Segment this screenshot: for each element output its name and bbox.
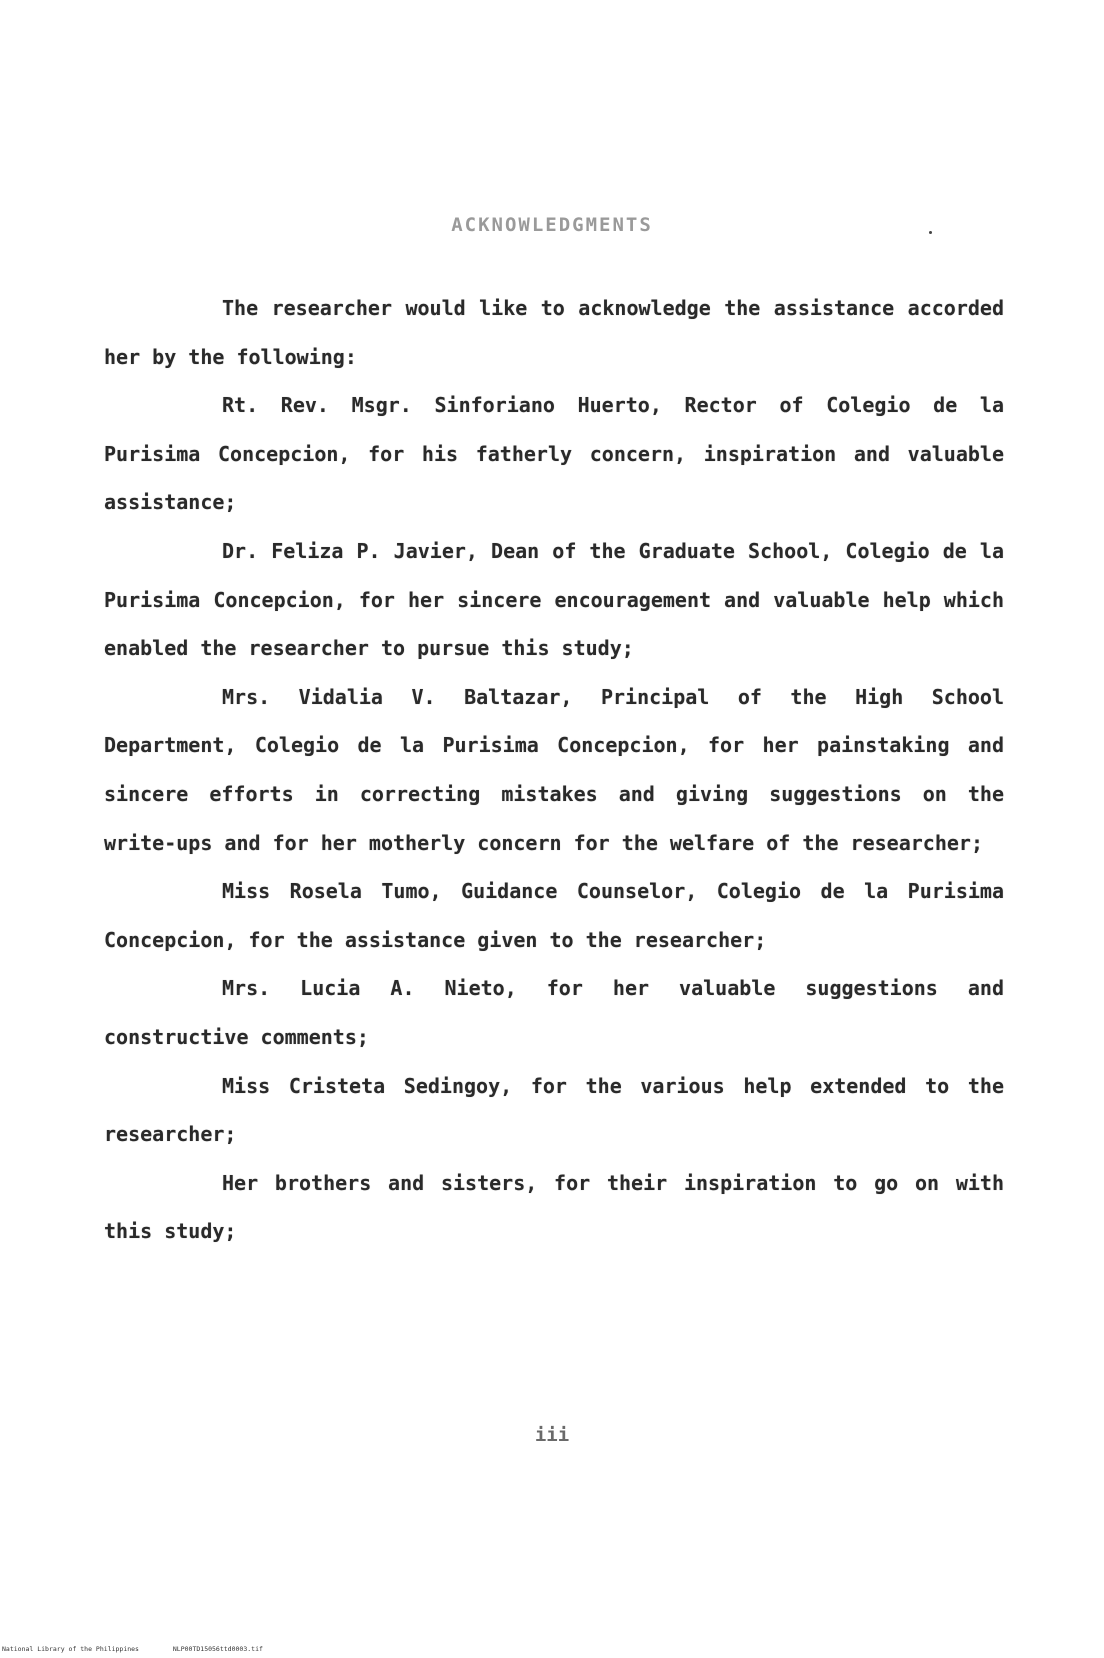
- paragraph-tumo: Miss Rosela Tumo, Guidance Counselor, Colegio de la Purisima Concepcion, for the assistance given to the researcher;: [104, 879, 1004, 952]
- paragraph-intro: The researcher would like to acknowledge the assistance accorded her by the following:: [104, 296, 1004, 369]
- paragraph-baltazar: Mrs. Vidalia V. Baltazar, Principal of the High School Department, Colegio de la Purisima Concepcion, for her painstaking and sincere efforts in correcting mistakes and giving suggestions on the write-ups and for her motherly concern for the welfare of the researcher;: [104, 684, 1004, 855]
- footer-library: National Library of the Philippines: [2, 1645, 139, 1653]
- paragraph-family: Her brothers and sisters, for their inspiration to go on with this study;: [104, 1170, 1004, 1244]
- page-number: iii: [534, 1424, 570, 1446]
- stray-mark: [929, 231, 932, 234]
- paragraph-sedingoy: Miss Cristeta Sedingoy, for the various help extended to the researcher;: [104, 1073, 1004, 1147]
- acknowledgment-body: [104, 284, 1004, 1256]
- scan-footer: [2, 1645, 293, 1653]
- footer-file: NLP00TD15056ttd0003.tif: [172, 1645, 263, 1653]
- paragraph-huerto: Rt. Rev. Msgr. Sinforiano Huerto, Rector of Colegio de la Purisima Concepcion, for his fatherly concern, inspiration and valuable assistance;: [104, 393, 1004, 515]
- page-title: ACKNOWLEDGMENTS: [451, 214, 653, 236]
- paragraph-javier: Dr. Feliza P. Javier, Dean of the Graduate School, Colegio de la Purisima Concepcion, for her sincere encouragement and valuable help which enabled the researcher to pursue this study;: [104, 538, 1004, 661]
- paragraph-nieto: Mrs. Lucia A. Nieto, for her valuable suggestions and constructive comments;: [104, 976, 1004, 1049]
